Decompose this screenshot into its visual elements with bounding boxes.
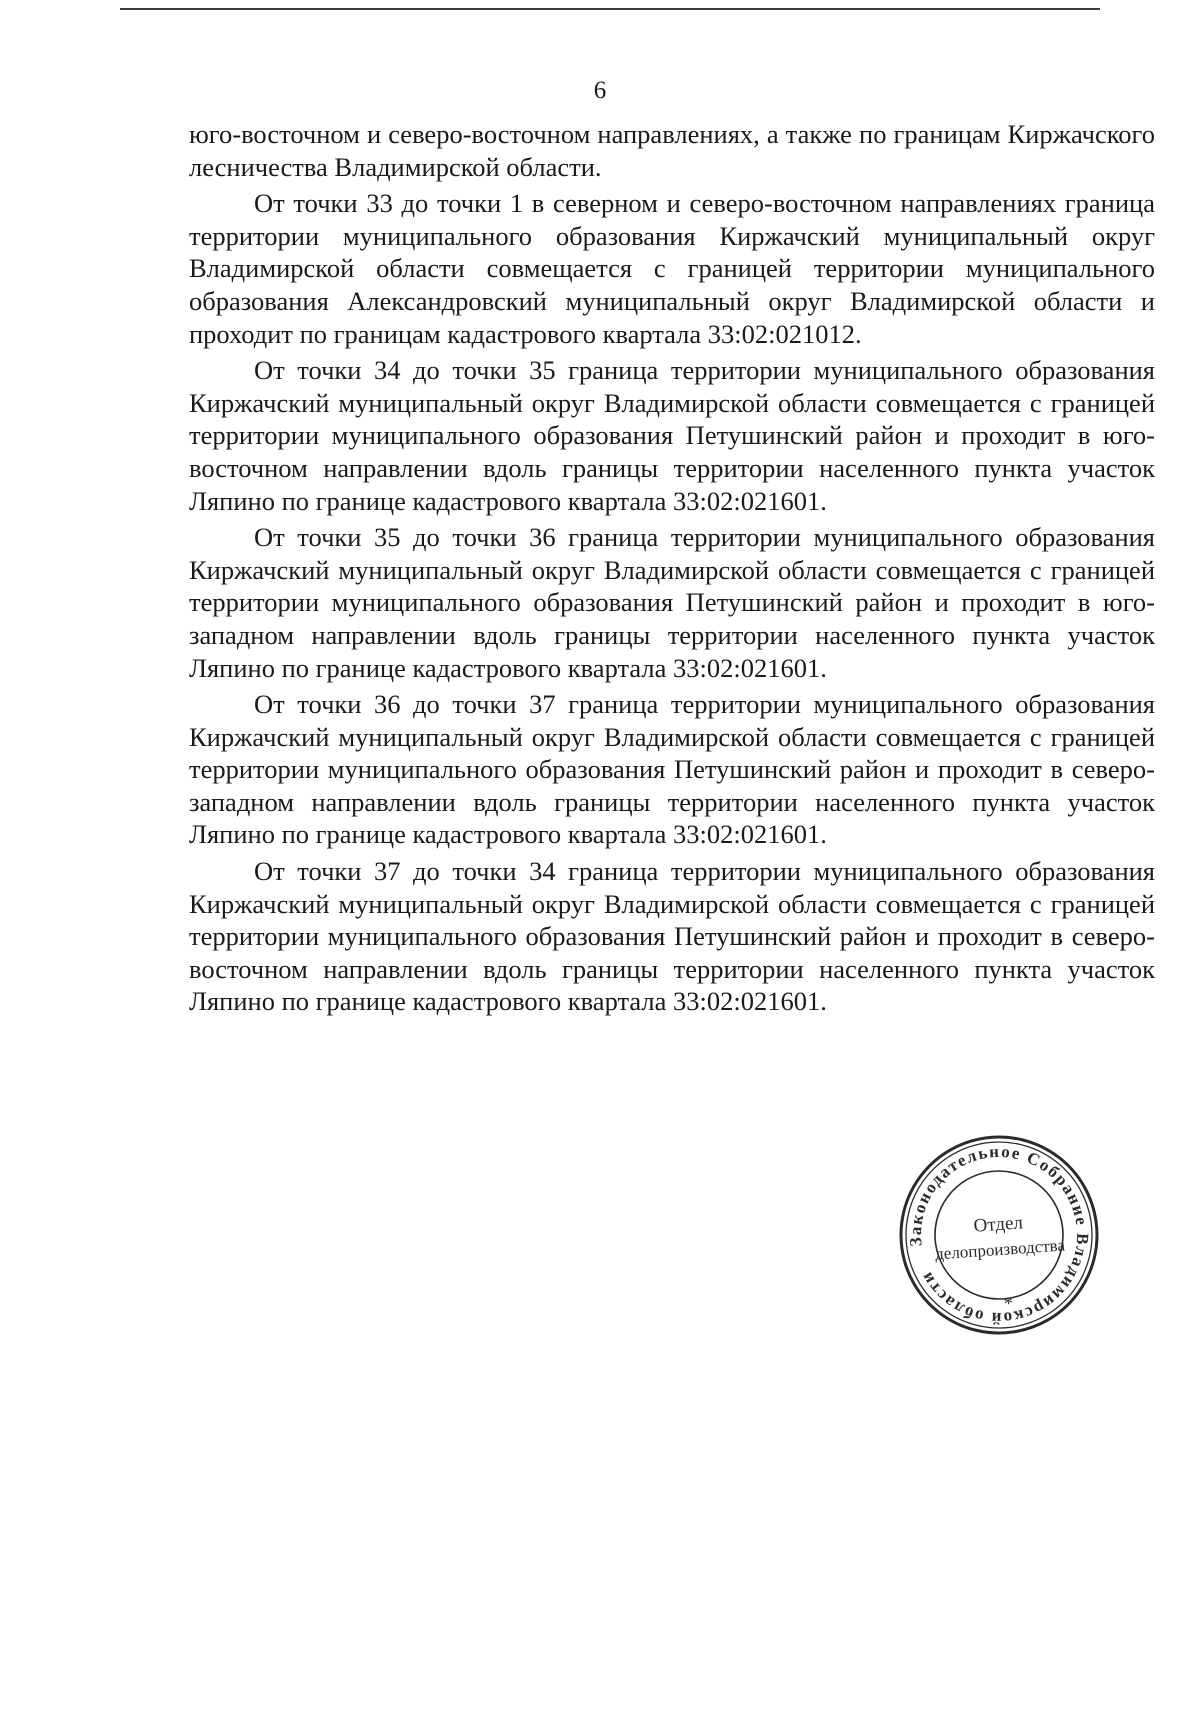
stamp-star-mark: * <box>1002 1292 1015 1314</box>
top-border-line <box>120 8 1100 10</box>
stamp-center-line-1: Отдел <box>972 1212 1024 1237</box>
paragraph-point-36-37: От точки 36 до точки 37 граница территории муниципального образования Киржачский муниципальный округ Владимирской области совмещается с границей территории муниципального образования Петушинский район и проходит в северо-западном направлении вдоль границы территории населенного пункта участок Ляпино по границе кадастрового квартала 33:02:021601. <box>189 689 1155 850</box>
paragraph-continuation: юго-восточном и северо-восточном направлениях, а также по границам Киржачского лесничества Владимирской области. <box>189 119 1155 182</box>
document-body <box>189 118 1155 1022</box>
stamp-ring-text: Законодательное Собрание Владимирской области <box>905 1141 1093 1329</box>
stamp-center-line-2: делопроизводства <box>934 1235 1066 1264</box>
stamp-seal-graphic <box>896 1132 1102 1338</box>
paragraph-point-35-36: От точки 35 до точки 36 граница территории муниципального образования Киржачский муниципальный округ Владимирской области совмещается с границей территории муниципального образования Петушинский район и проходит в юго-западном направлении вдоль границы территории населенного пункта участок Ляпино по границе кадастрового квартала 33:02:021601. <box>189 522 1155 683</box>
official-round-stamp <box>896 1132 1102 1338</box>
paragraph-point-37-34: От точки 37 до точки 34 граница территории муниципального образования Киржачский муниципальный округ Владимирской области совмещается с границей территории муниципального образования Петушинский район и проходит в северо-восточном направлении вдоль границы территории населенного пункта участок Ляпино по границе кадастрового квартала 33:02:021601. <box>189 856 1155 1017</box>
paragraph-point-34-35: От точки 34 до точки 35 граница территории муниципального образования Киржачский муниципальный округ Владимирской области совмещается с границей территории муниципального образования Петушинский район и проходит в юго-восточном направлении вдоль границы территории населенного пункта участок Ляпино по границе кадастрового квартала 33:02:021601. <box>189 355 1155 516</box>
page-number: 6 <box>593 77 607 104</box>
paragraph-point-33-1: От точки 33 до точки 1 в северном и северо-восточном направлениях граница территории муниципального образования Киржачский муниципальный округ Владимирской области совмещается с границей территории муниципального образования Александровский муниципальный округ Владимирской области и проходит по границам кадастрового квартала 33:02:021012. <box>189 188 1155 349</box>
